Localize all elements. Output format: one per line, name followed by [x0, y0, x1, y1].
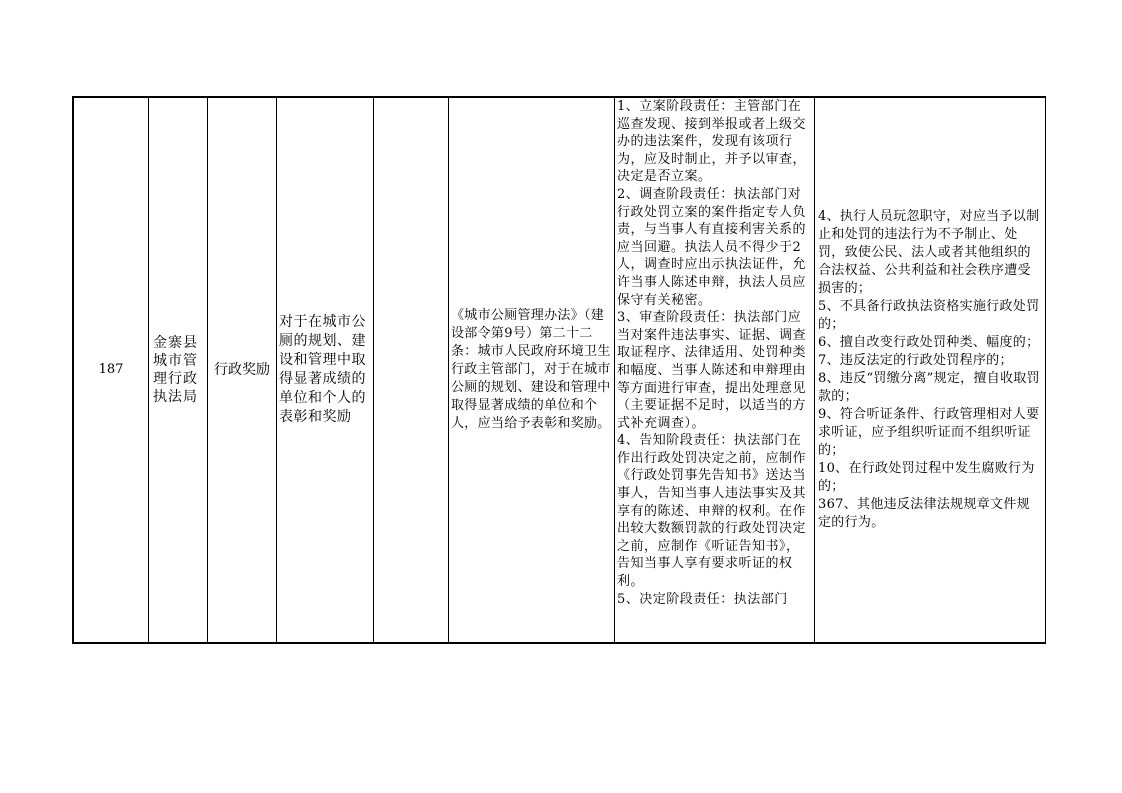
accountability-item: 4、执行人员玩忽职守，对应当予以制止和处罚的违法行为不予制止、处罚，致使公民、法人或者其他组织的合法权益、公共利益和社会秩序遭受损害的； [818, 209, 1040, 296]
category-cell [208, 98, 277, 643]
legal-basis-cell [449, 98, 615, 643]
row-number: 187 [98, 362, 124, 377]
legal-basis-text: 《城市公厕管理办法》（建设部令第9号）第二十二条：城市人民政府环境卫生行政主管部门，对于在城市公厕的规划、建设和管理中取得显著成绩的单位和个人，应当给予表彰和奖励。 [451, 308, 611, 431]
table-row [74, 98, 1046, 643]
row-number-cell [74, 98, 149, 643]
empty-cell [374, 98, 449, 643]
department-cell [149, 98, 208, 643]
accountability-item: 10、在行政处罚过程中发生腐败行为的； [818, 461, 1035, 494]
power-list-table [72, 96, 1046, 644]
accountability-item: 9、符合听证条件、行政管理相对人要求听证，应予组织听证而不组织听证的； [818, 407, 1040, 458]
responsibility-item: 2、调查阶段责任：执法部门对行政处罚立案的案件指定专人负责，与当事人有直接利害关系的应当回避。执法人员不得少于2人，调查时应出示执法证件，允许当事人陈述申辩，执法人员应保守有关秘密。 [617, 186, 807, 308]
accountability-item: 367、其他违反法律法规规章文件规定的行为。 [818, 497, 1030, 530]
category-label: 行政奖励 [214, 362, 270, 378]
accountability-item: 5、不具备行政执法资格实施行政处罚的； [818, 299, 1040, 332]
accountability-item: 6、擅自改变行政处罚种类、幅度的； [818, 335, 1040, 350]
responsibility-item: 3、审查阶段责任：执法部门应当对案件违法事实、证据、调查取证程序、法律适用、处罚种类和幅度、当事人陈述和申辩理由等方面进行审查，提出处理意见（主要证据不足时，以适当的方式补充调查）。 [617, 310, 807, 431]
responsibility-cell [615, 98, 815, 643]
responsibility-item: 4、告知阶段责任：执法部门在作出行政处罚决定之前，应制作《行政处罚事先告知书》送达当事人，告知当事人违法事实及其享有的陈述、申辩的权利。在作出较大数额罚款的行政处罚决定之前，应制作《听证告知书》，告知当事人享有要求听证的权利。 [617, 433, 807, 590]
responsibility-item: 1、立案阶段责任：主管部门在巡查发现、接到举报或者上级交办的违法案件，发现有该项行为，应及时制止，并予以审查，决定是否立案。 [617, 99, 807, 185]
subject-text: 对于在城市公厕的规划、建设和管理中取得显著成绩的单位和个人的表彰和奖励 [279, 314, 366, 425]
accountability-item: 7、违反法定的行政处罚程序的； [818, 353, 1013, 368]
department-name: 金寨县城市管理行政执法局 [153, 335, 198, 405]
accountability-item: 8、违反“罚缴分离”规定，擅自收取罚款的； [818, 371, 1040, 404]
responsibility-list [617, 98, 812, 642]
accountability-cell [815, 98, 1046, 643]
subject-cell [277, 98, 374, 643]
responsibility-item: 5、决定阶段责任：执法部门 [617, 591, 788, 607]
